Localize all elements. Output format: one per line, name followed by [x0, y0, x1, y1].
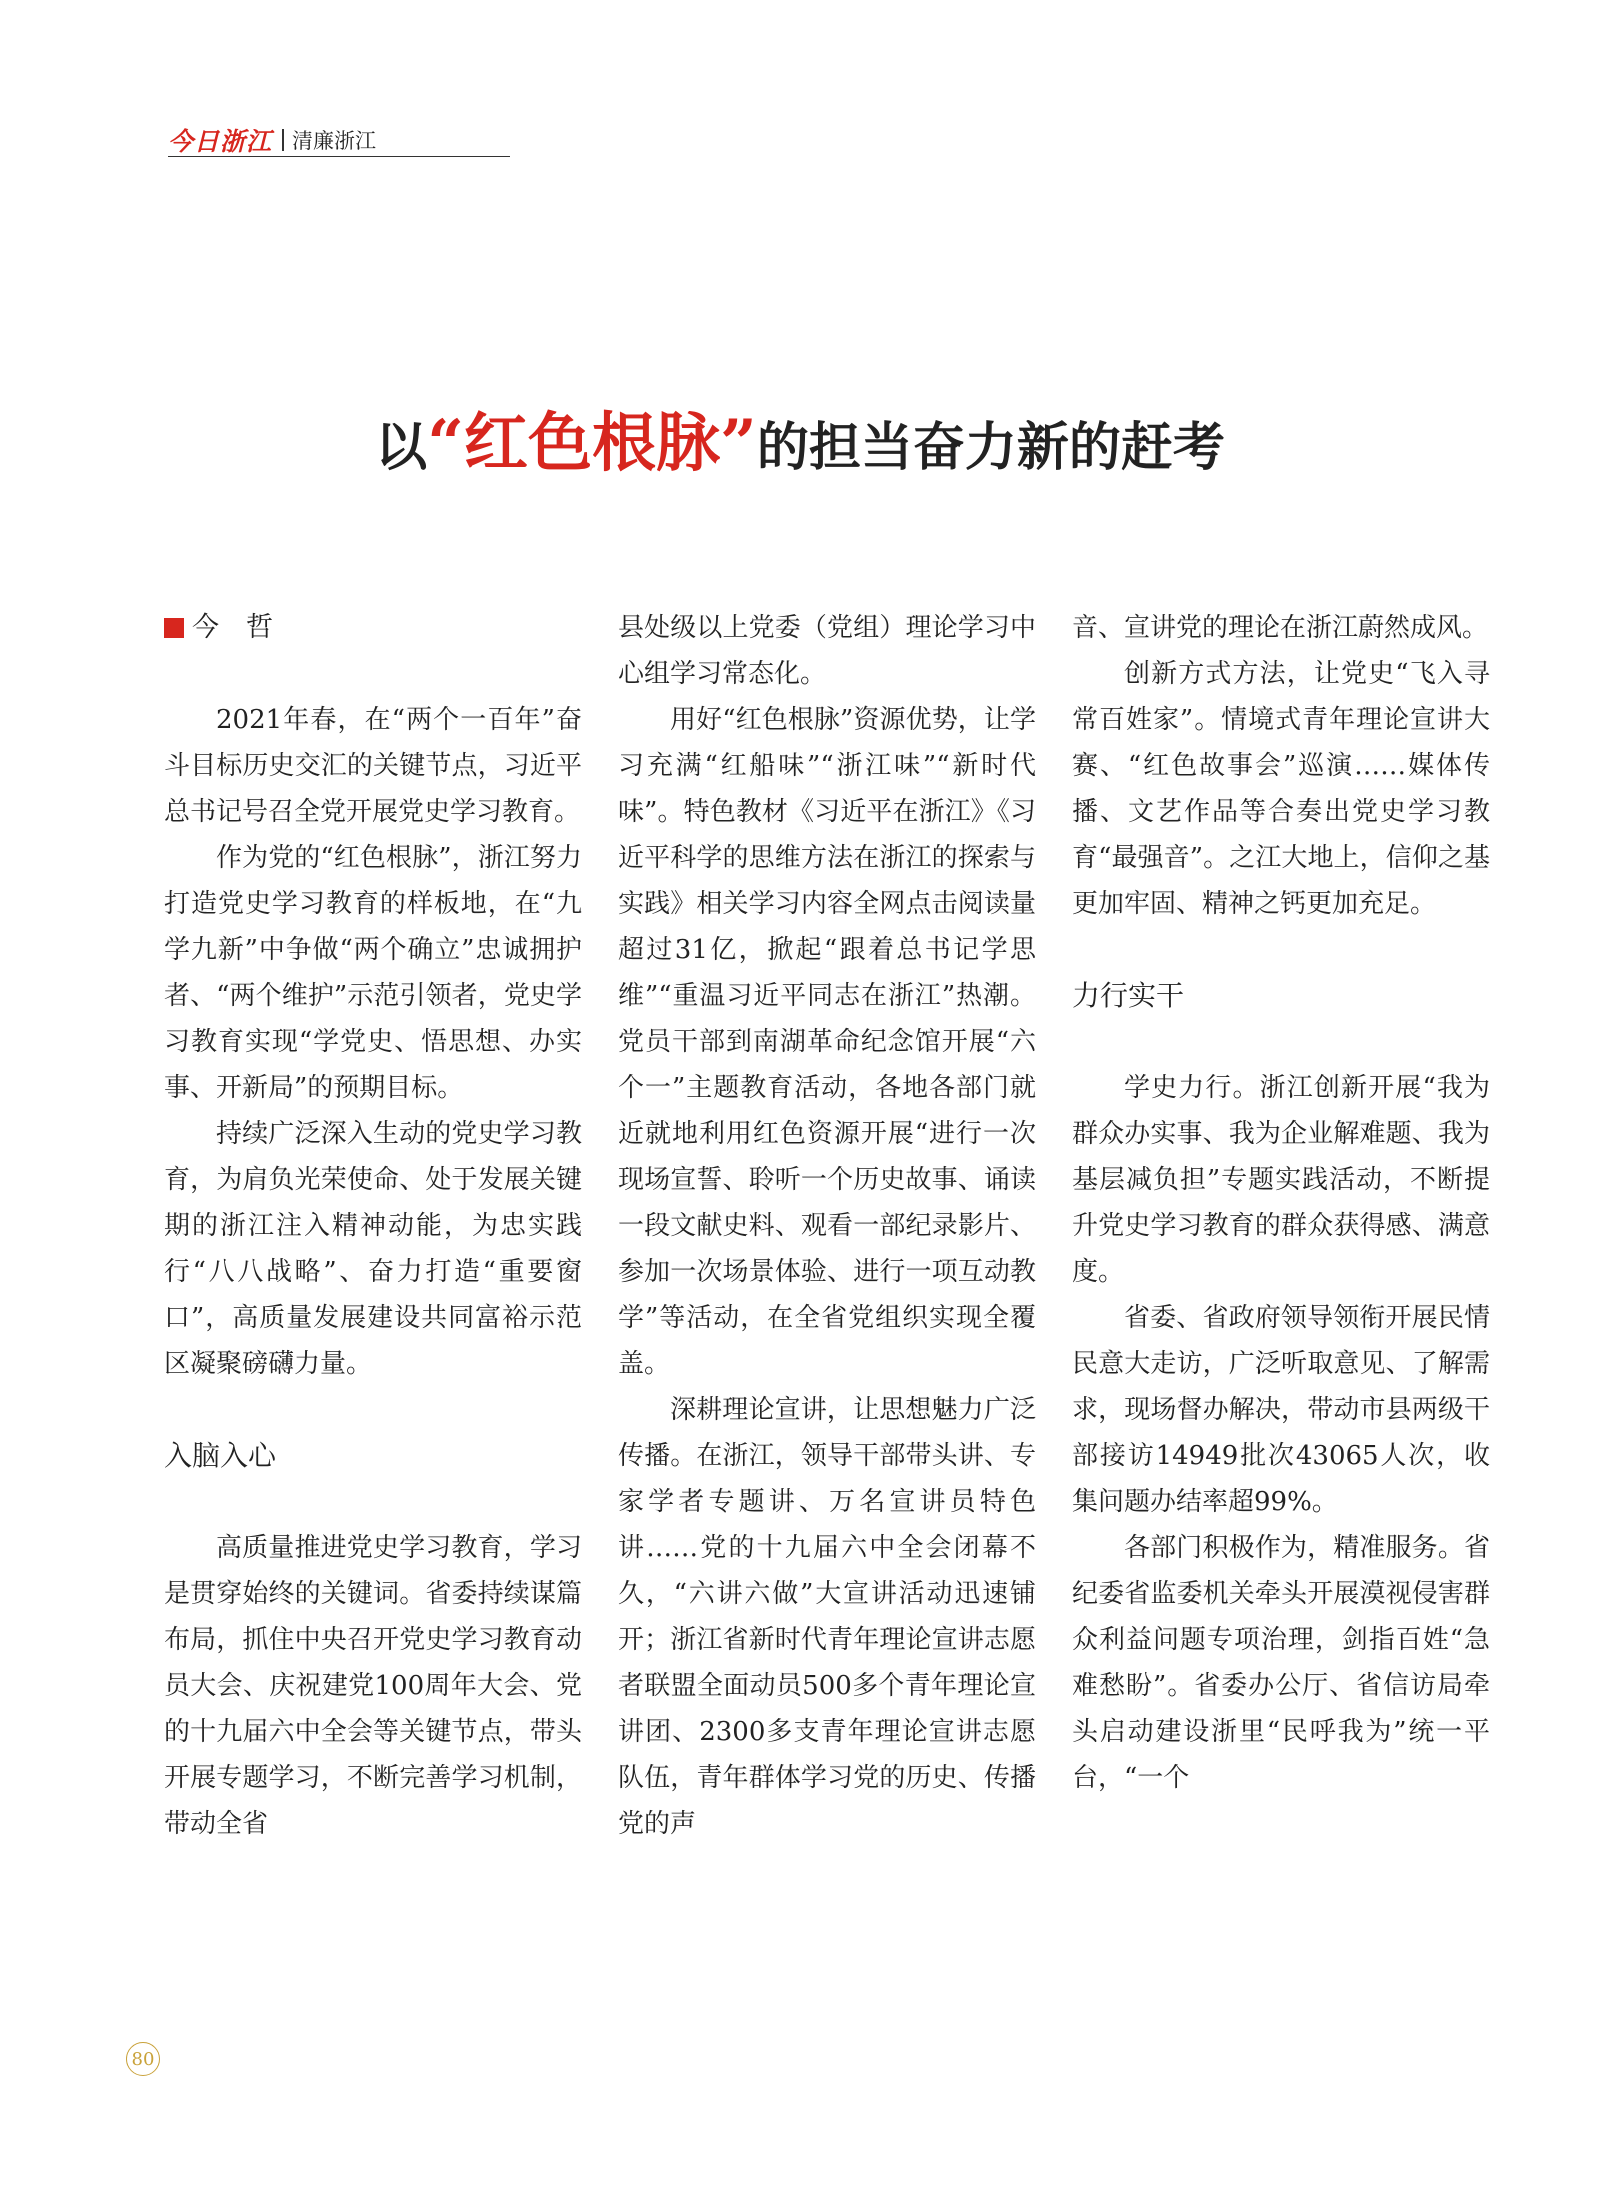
- author-line: [164, 605, 582, 651]
- title-highlight: “红色根脉”: [427, 406, 757, 481]
- title-suffix: 的担当奋力新的赶考: [756, 417, 1225, 478]
- column-2: [618, 605, 1036, 1847]
- page-header: [168, 124, 510, 157]
- masthead-logo: 今日浙江: [168, 127, 273, 156]
- column-3: [1072, 605, 1490, 1801]
- header-divider: [282, 129, 284, 151]
- title-prefix: 以: [375, 417, 428, 478]
- paragraph: 2021年春，在“两个一百年”奋斗目标历史交汇的关键节点，习近平总书记号召全党开展党史学习教育。: [164, 705, 582, 827]
- author-name: 今 哲: [192, 612, 273, 643]
- subheading-lixing-shigan: 力行实干: [1072, 979, 1185, 1012]
- paragraph: 作为党的“红色根脉”，浙江努力打造党史学习教育的样板地，在“九学九新”中争做“两个确立”忠诚拥护者、“两个维护”示范引领者，党史学习教育实现“学党史、悟思想、办实事、开新局”的预期目标。: [164, 843, 582, 1103]
- section-name: 清廉浙江: [292, 129, 377, 153]
- article-title: [0, 392, 1600, 484]
- paragraph: 各部门积极作为，精准服务。省纪委省监委机关牵头开展漠视侵害群众利益问题专项治理，剑指百姓“急难愁盼”。省委办公厅、省信访局牵头启动建设浙里“民呼我为”统一平台，“一个: [1072, 1533, 1490, 1793]
- paragraph: 音、宣讲党的理论在浙江蔚然成风。: [1072, 613, 1489, 643]
- paragraph: 用好“红色根脉”资源优势，让学习充满“红船味”“浙江味”“新时代味”。特色教材《习近平在浙江》《习近平科学的思维方法在浙江的探索与实践》相关学习内容全网点击阅读量超过31亿，掀起“跟着总书记学思维”“重温习近平同志在浙江”热潮。党员干部到南湖革命纪念馆开展“六个一”主题教育活动，各地各部门就近就地利用红色资源开展“进行一次现场宣誓、聆听一个历史故事、诵读一段文献史料、观看一部纪录影片、参加一次场景体验、进行一项互动教学”等活动，在全省党组织实现全覆盖。: [618, 705, 1036, 1379]
- paragraph: 县处级以上党委（党组）理论学习中心组学习常态化。: [618, 613, 1036, 689]
- paragraph: 高质量推进党史学习教育，学习是贯穿始终的关键词。省委持续谋篇布局，抓住中央召开党史学习教育动员大会、庆祝建党100周年大会、党的十九届六中全会等关键节点，带头开展专题学习，不断完善学习机制，带动全省: [164, 1533, 582, 1839]
- paragraph: 学史力行。浙江创新开展“我为群众办实事、我为企业解难题、我为基层减负担”专题实践活动，不断提升党史学习教育的群众获得感、满意度。: [1072, 1073, 1490, 1287]
- page-number: 80: [126, 2042, 160, 2076]
- subheading-runao-ruxin: 入脑入心: [164, 1439, 277, 1472]
- column-1: [164, 605, 582, 1847]
- author-marker-icon: [164, 618, 184, 638]
- paragraph: 深耕理论宣讲，让思想魅力广泛传播。在浙江，领导干部带头讲、专家学者专题讲、万名宣讲员特色讲……党的十九届六中全会闭幕不久，“六讲六做”大宣讲活动迅速铺开；浙江省新时代青年理论宣讲志愿者联盟全面动员500多个青年理论宣讲团、2300多支青年理论宣讲志愿队伍，青年群体学习党的历史、传播党的声: [618, 1395, 1036, 1839]
- paragraph: 省委、省政府领导领衔开展民情民意大走访，广泛听取意见、了解需求，现场督办解决，带动市县两级干部接访14949批次43065人次，收集问题办结率超99%。: [1072, 1303, 1490, 1517]
- paragraph: 创新方式方法，让党史“飞入寻常百姓家”。情境式青年理论宣讲大赛、“红色故事会”巡演……媒体传播、文艺作品等合奏出党史学习教育“最强音”。之江大地上，信仰之基更加牢固、精神之钙更加充足。: [1072, 659, 1490, 919]
- paragraph: 持续广泛深入生动的党史学习教育，为肩负光荣使命、处于发展关键期的浙江注入精神动能，为忠实践行“八八战略”、奋力打造“重要窗口”，高质量发展建设共同富裕示范区凝聚磅礴力量。: [164, 1119, 582, 1379]
